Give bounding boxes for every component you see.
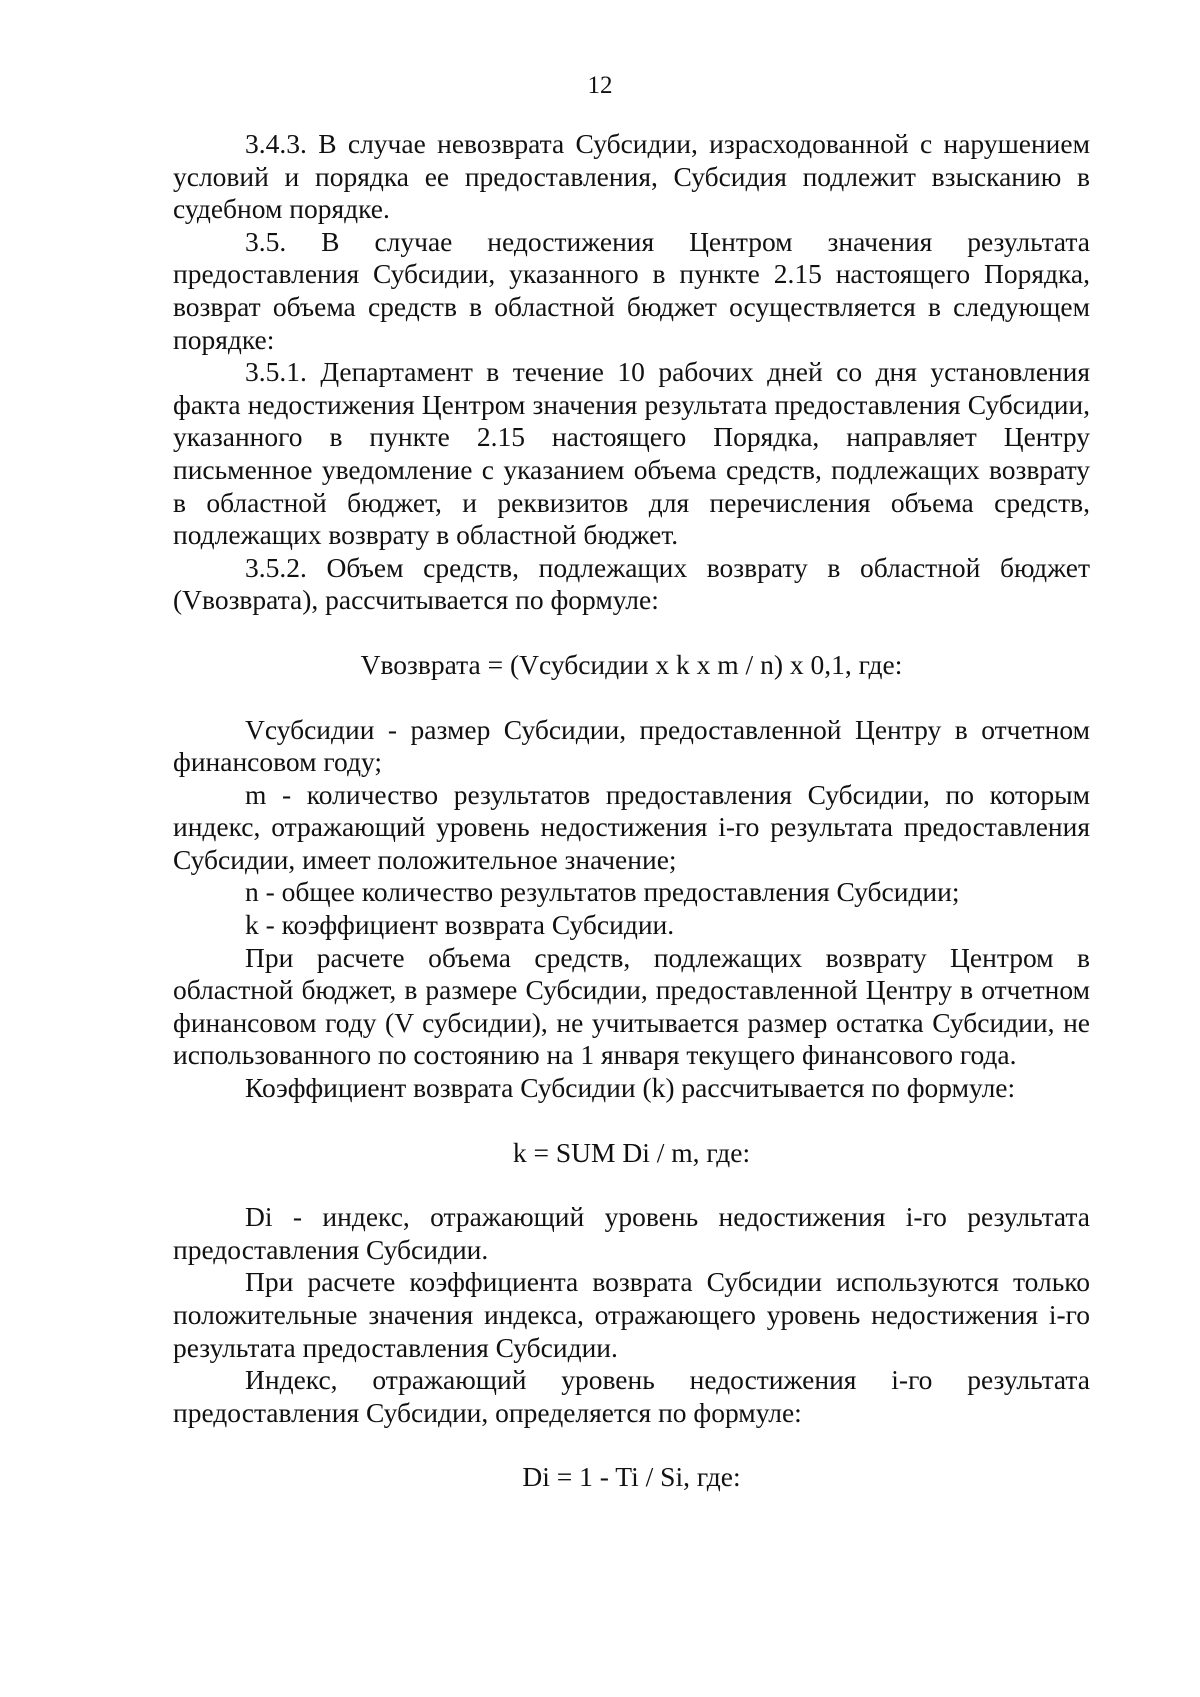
paragraph-k-formula-intro: Коэффициент возврата Субсидии (k) рассчитывается по формуле: — [245, 1072, 1016, 1104]
paragraph-3-5-1: 3.5.1. Департамент в течение 10 рабочих дней со дня установления факта недостижения Центром значения результата предоставления Субсидии, указанного в пункте 2.15 настоящего Порядка, направляет Центру письменное уведомление с указанием объема средств, подлежащих возврату в областной бюджет, и реквизитов для перечисления объема средств, подлежащих возврату в областной бюджет. — [173, 356, 1090, 551]
formula-v-return: Vвозврата = (Vсубсидии x k x m / n) x 0,1, где: — [360, 648, 903, 680]
paragraph-subsidy-remainder: При расчете объема средств, подлежащих возврату Центром в областной бюджет, в размере Субсидии, предоставленной Центру в отчетном финансовом году (V субсидии), не учитывается размер остатка Субсидии, не использованного по состоянию на 1 января текущего финансового года. — [173, 941, 1090, 1071]
definition-di: Di - индекс, отражающий уровень недостижения i-го результата предоставления Субсидии. — [173, 1201, 1090, 1265]
document-body — [173, 128, 1090, 1494]
page-number: 12 — [587, 72, 613, 99]
definition-v-subsidy: Vсубсидии - размер Субсидии, предоставленной Центру в отчетном финансовом году; — [173, 713, 1090, 778]
definition-n: n - общее количество результатов предоставления Субсидии; — [245, 876, 960, 908]
paragraph-3-5-2: 3.5.2. Объем средств, подлежащих возврату в областной бюджет (Vвозврата), рассчитывается по формуле: — [173, 551, 1090, 616]
paragraph-3-5: 3.5. В случае недостижения Центром значения результата предоставления Субсидии, указанного в пункте 2.15 настоящего Порядка, возврат объема средств в областной бюджет осуществляется в следующем порядке: — [173, 225, 1090, 355]
formula-k: k = SUM Di / m, где: — [512, 1136, 751, 1168]
paragraph-index-formula-intro: Индекс, отражающий уровень недостижения i-го результата предоставления Субсидии, определяется по формуле: — [173, 1364, 1090, 1428]
formula-di: Di = 1 - Ti / Si, где: — [522, 1461, 741, 1493]
definition-k: k - коэффициент возврата Субсидии. — [245, 909, 675, 941]
definition-m: m - количество результатов предоставления Субсидии, по которым индекс, отражающий уровень недостижения i-го результата предоставления Субсидии, имеет положительное значение; — [173, 778, 1090, 875]
paragraph-3-4-3: 3.4.3. В случае невозврата Субсидии, израсходованной с нарушением условий и порядка ее предоставления, Субсидия подлежит взысканию в судебном порядке. — [173, 128, 1090, 225]
paragraph-positive-values: При расчете коэффициента возврата Субсидии используются только положительные значения индекса, отражающего уровень недостижения i-го результата предоставления Субсидии. — [173, 1266, 1090, 1363]
